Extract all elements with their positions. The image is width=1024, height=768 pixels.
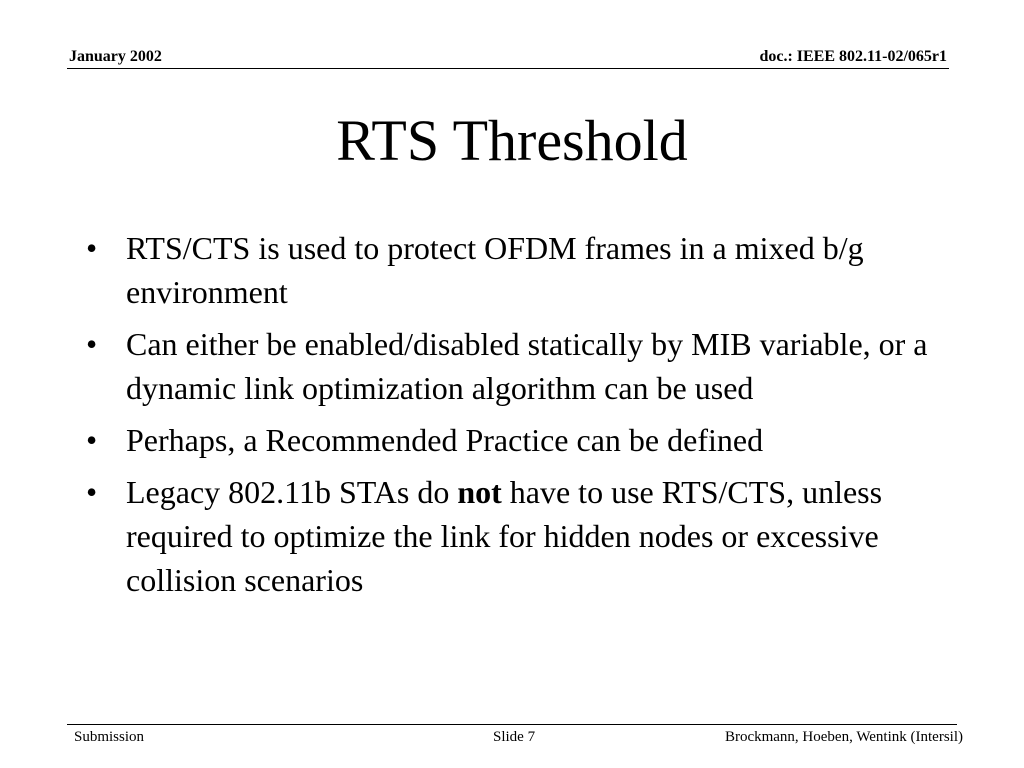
- footer-submission: Submission: [74, 729, 145, 745]
- bullet-text-after: have to use RTS/CTS, unless required to optimize the link for hidden nodes or excessive collision scenarios: [126, 474, 883, 598]
- bullet-text: Perhaps, a Recommended Practice can be defined: [126, 422, 764, 458]
- bullet-icon: •: [86, 230, 98, 266]
- bullet-item: [82, 418, 952, 462]
- bullet-text-emphasis: not: [457, 474, 502, 510]
- bullet-icon: •: [86, 474, 98, 510]
- bullet-icon: •: [86, 422, 98, 458]
- header-doc-id: doc.: IEEE 802.11-02/065r1: [759, 48, 947, 65]
- bullet-item: [82, 226, 952, 314]
- bullet-list: [82, 226, 952, 610]
- bullet-text: [126, 474, 882, 598]
- footer-slide-number: Slide 7: [493, 729, 536, 745]
- bullet-item: [82, 322, 952, 410]
- header-divider: [67, 68, 949, 69]
- bullet-icon: •: [86, 326, 98, 362]
- bullet-item: [82, 470, 952, 602]
- footer-authors: Brockmann, Hoeben, Wentink (Intersil): [724, 729, 963, 745]
- bullet-text: RTS/CTS is used to protect OFDM frames in a mixed b/g environment: [126, 230, 864, 310]
- bullet-text: Can either be enabled/disabled statically by MIB variable, or a dynamic link optimization algorithm can be used: [126, 326, 928, 406]
- header-date: January 2002: [69, 48, 162, 65]
- slide-title: RTS Threshold: [336, 108, 688, 173]
- footer-divider: [67, 724, 957, 725]
- bullet-text-before: Legacy 802.11b STAs do: [126, 474, 458, 510]
